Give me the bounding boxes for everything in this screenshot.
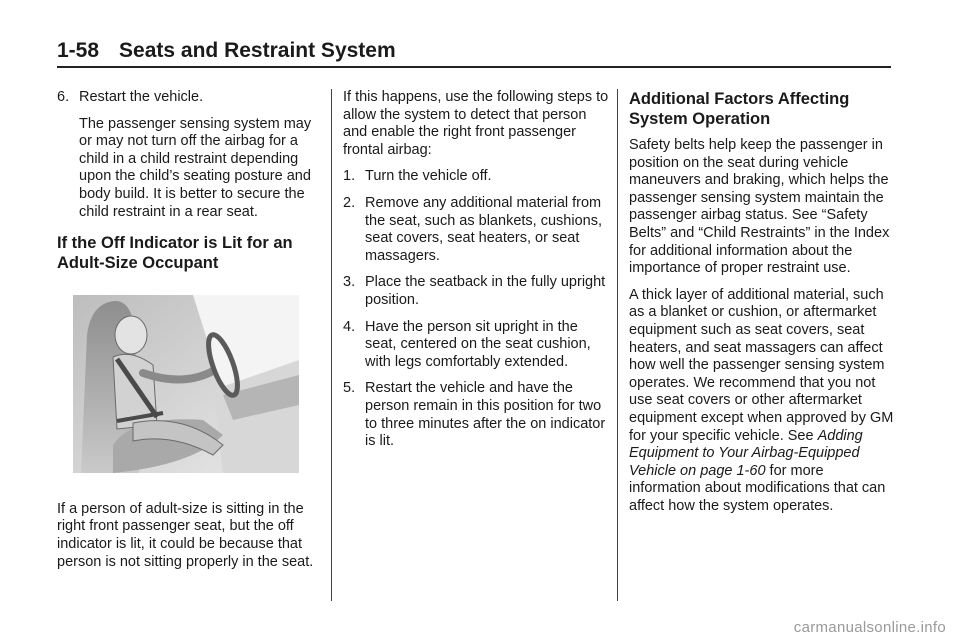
section-heading-off-indicator: If the Off Indicator is Lit for an Adult-Size Occupant bbox=[57, 234, 293, 273]
step-text: Restart the vehicle and have the person remain in this position for two to three minutes after the on indicator is lit. bbox=[365, 380, 606, 450]
column-divider-2 bbox=[617, 89, 618, 601]
step-4 bbox=[343, 319, 609, 372]
step-number: 2. bbox=[343, 194, 356, 211]
adult-occupant-paragraph: If a person of adult-size is sitting in the right front passenger seat, but the off indicator is lit, it could be because that person is not sitting properly in the seat. bbox=[57, 500, 314, 570]
step-1 bbox=[343, 168, 609, 186]
cross-reference-link[interactable]: Adding Equipment to Your Airbag-Equipped Vehicle on page 1-60 bbox=[629, 427, 863, 479]
section-title: Seats and Restraint System bbox=[119, 39, 396, 62]
paragraph-text: A thick layer of additional material, such as a blanket or cushion, or aftermarket equipment such as seat covers, seat heaters, and seat massagers can affect how well the passenger sensing system operates. We recommend that you not use seat covers or other aftermarket equipment except when approved by GM for your specific vehicle. See bbox=[629, 286, 894, 444]
step-6 bbox=[57, 89, 325, 107]
column-1 bbox=[57, 89, 325, 580]
step-number: 4. bbox=[343, 318, 356, 335]
step-number: 3. bbox=[343, 274, 356, 291]
step-5 bbox=[343, 380, 609, 450]
steps-intro: If this happens, use the following steps to allow the system to detect that person and enable the right front passenger frontal airbag: bbox=[343, 89, 609, 158]
step-number: 1. bbox=[343, 168, 356, 185]
passenger-seat-illustration bbox=[73, 295, 299, 473]
page-number: 1-58 bbox=[57, 39, 100, 62]
step-number: 5. bbox=[343, 380, 356, 397]
step-text: Restart the vehicle. bbox=[79, 89, 204, 105]
column-2 bbox=[343, 89, 609, 460]
header-rule bbox=[57, 66, 891, 68]
column-3 bbox=[629, 89, 897, 524]
section-heading-additional-factors: Additional Factors Affecting System Operation bbox=[629, 90, 850, 128]
step-text: Turn the vehicle off. bbox=[365, 168, 492, 185]
step-2 bbox=[343, 195, 609, 265]
step-text: Place the seatback in the fully upright position. bbox=[365, 274, 606, 308]
step-text: Remove any additional material from the seat, such as blankets, cushions, seat covers, seat heaters, or seat massagers. bbox=[365, 194, 602, 264]
page-header bbox=[57, 36, 891, 66]
step-3 bbox=[343, 274, 609, 309]
watermark: carmanualsonline.info bbox=[793, 619, 946, 636]
safety-belts-paragraph: Safety belts help keep the passenger in position on the seat during vehicle maneuvers and braking, which helps the passenger sensing system maintain the passenger airbag status. See “Safety Belts” and “Child Restraints” in the Index for additional information about the importance of proper restraint use. bbox=[629, 137, 890, 277]
column-divider-1 bbox=[331, 89, 332, 601]
step-number: 6. bbox=[57, 89, 70, 105]
paragraph-text: for more information about modifications that can affect how the system operates. bbox=[629, 462, 886, 514]
step-6-note: The passenger sensing system may or may not turn off the airbag for a child in a child restraint depending upon the child’s seating posture and body build. It is better to secure the child restraint in a rear seat. bbox=[79, 115, 312, 220]
step-text: Have the person sit upright in the seat, centered on the seat cushion, with legs comfortably extended. bbox=[365, 318, 591, 370]
additional-material-paragraph bbox=[629, 287, 897, 516]
